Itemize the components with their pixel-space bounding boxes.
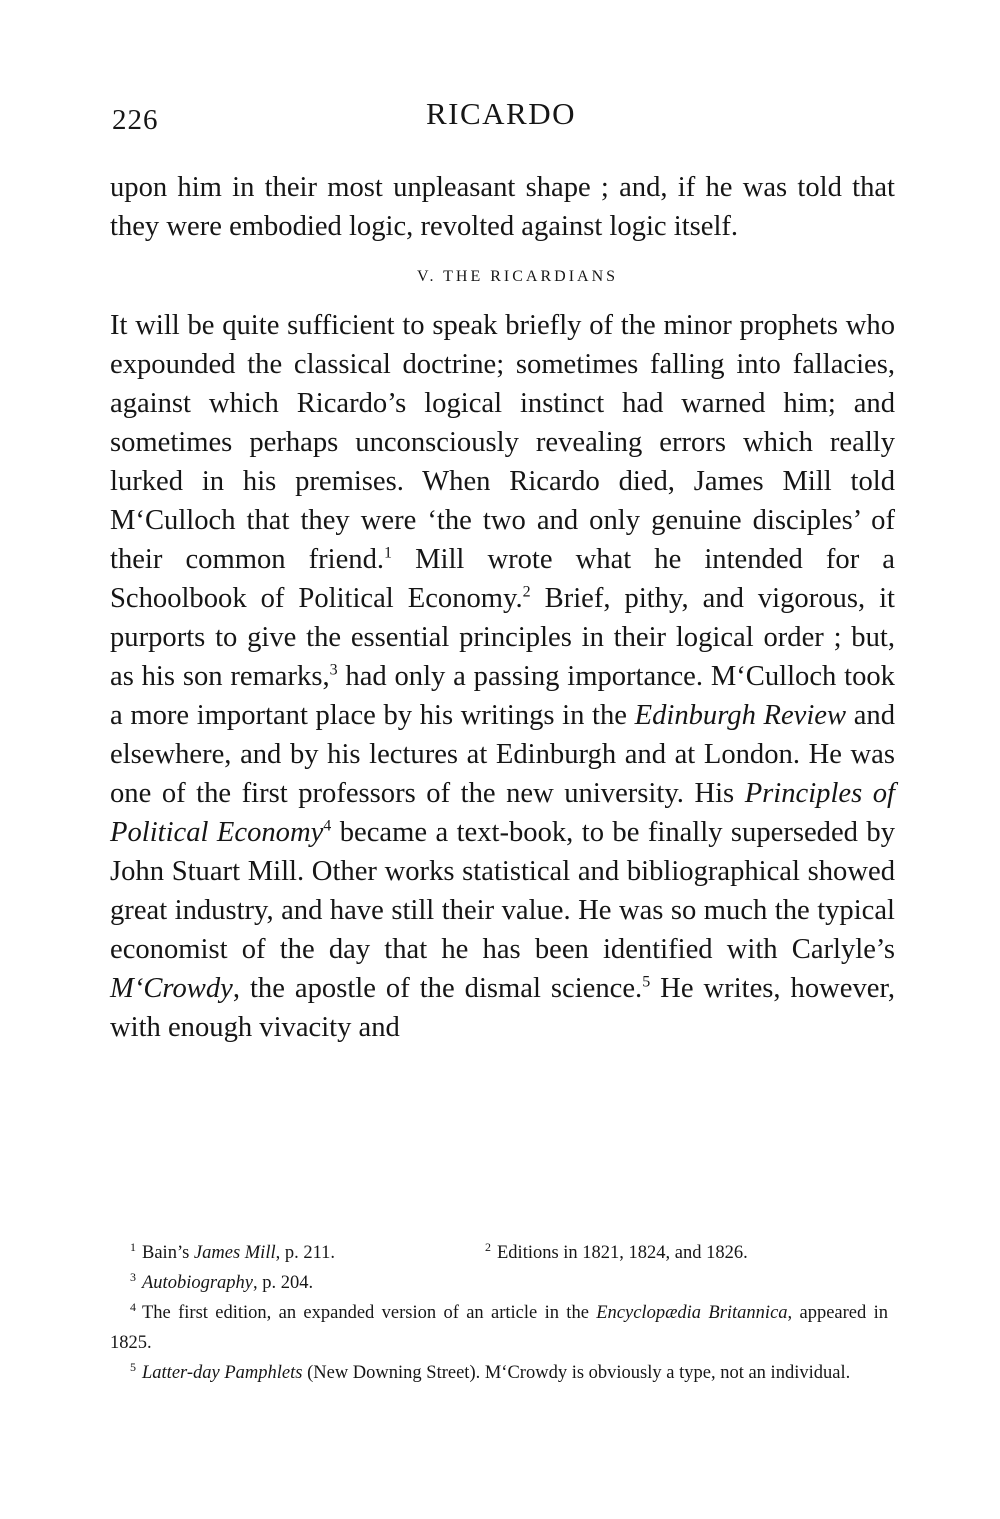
footnote-mark: 2	[485, 1239, 491, 1254]
italic-title-edinburgh-review: Edinburgh Review	[634, 700, 847, 731]
footnote-5	[110, 1358, 888, 1388]
footnote-mark: 4	[130, 1299, 136, 1314]
footnote-2	[485, 1238, 888, 1268]
running-head: RICARDO	[425, 96, 576, 131]
italic-name-mcrowdy: M‘Crowdy	[110, 973, 233, 1004]
footnote-text: , p. 211.	[275, 1243, 336, 1263]
footnote-1	[110, 1238, 485, 1268]
footnote-text: (New Downing Street). M‘Crowdy is obviously a type, not an individual.	[302, 1363, 851, 1383]
main-paragraph	[110, 306, 895, 1047]
text-run: and elsewhere, and by his lectures at Edinburgh and at London. He was one of the first professors of the new university. His	[110, 700, 896, 809]
opening-paragraph: upon him in their most unpleasant shape ; and, if he was told that they were embodied logic, revolted against logic itself.	[110, 172, 895, 242]
footnote-4	[110, 1298, 888, 1358]
page-number: 226	[112, 104, 159, 136]
footnote-italic: James Mill	[193, 1243, 276, 1263]
text-run: had only a passing importance. M‘Culloch took a more important place by his writings in the	[110, 661, 895, 731]
footnote-italic: Encyclopædia Britannica	[596, 1303, 788, 1323]
body-text	[110, 168, 895, 1047]
footnote-mark: 3	[130, 1269, 136, 1284]
text-run: Mill wrote what he intended for a Schoolbook of Political Economy.	[110, 544, 895, 614]
footnote-3	[110, 1268, 888, 1298]
italic-title-principles: Principles of Political Economy	[110, 778, 896, 848]
footnote-italic: Latter-day Pamphlets	[142, 1363, 303, 1383]
footnotes	[110, 1238, 888, 1388]
footnote-text: , appeared in 1825.	[110, 1303, 888, 1353]
footnote-mark: 5	[130, 1359, 136, 1374]
text-run: He writes, however, with enough vivacity and	[110, 973, 895, 1043]
footnote-row	[110, 1238, 888, 1268]
text-run: It will be quite sufficient to speak briefly of the minor prophets who expounded the classical doctrine; sometimes falling into fallacies, against which Ricardo’s logical instinct had warned him; and sometimes perhaps unconsciously revealing errors which really lurked in his premises. When Ricardo died, James Mill told M‘Culloch that they were ‘the two and only genuine disciples’ of their common friend.	[110, 310, 895, 575]
footnote-italic: Autobiography	[142, 1273, 253, 1293]
text-run: Brief, pithy, and vigorous, it purports to give the essential principles in their logical order ; but, as his son remarks,	[110, 583, 895, 692]
footnote-text: The first edition, an expanded version of an article in the	[142, 1303, 597, 1323]
section-heading: V. THE RICARDIANS	[416, 268, 619, 285]
footnote-ref-1: 1	[384, 544, 393, 562]
footnote-ref-2: 2	[522, 583, 531, 601]
footnote-mark: 1	[130, 1239, 136, 1254]
page-header	[112, 96, 890, 146]
footnote-text: Editions in 1821, 1824, and 1826.	[497, 1243, 748, 1263]
footnote-text: Bain’s	[142, 1243, 194, 1263]
text-run: became a text-book, to be finally superseded by John Stuart Mill. Other works statistical and bibliographical showed great industry, and have still their value. He was so much the typical economist of the day that he has been identified with Carlyle’s	[110, 817, 895, 965]
footnote-ref-5: 5	[642, 973, 651, 991]
text-run: , the apostle of the dismal science.	[232, 973, 643, 1004]
footnote-text: , p. 204.	[253, 1273, 314, 1293]
footnote-ref-3: 3	[329, 661, 338, 679]
footnote-ref-4: 4	[323, 817, 332, 835]
